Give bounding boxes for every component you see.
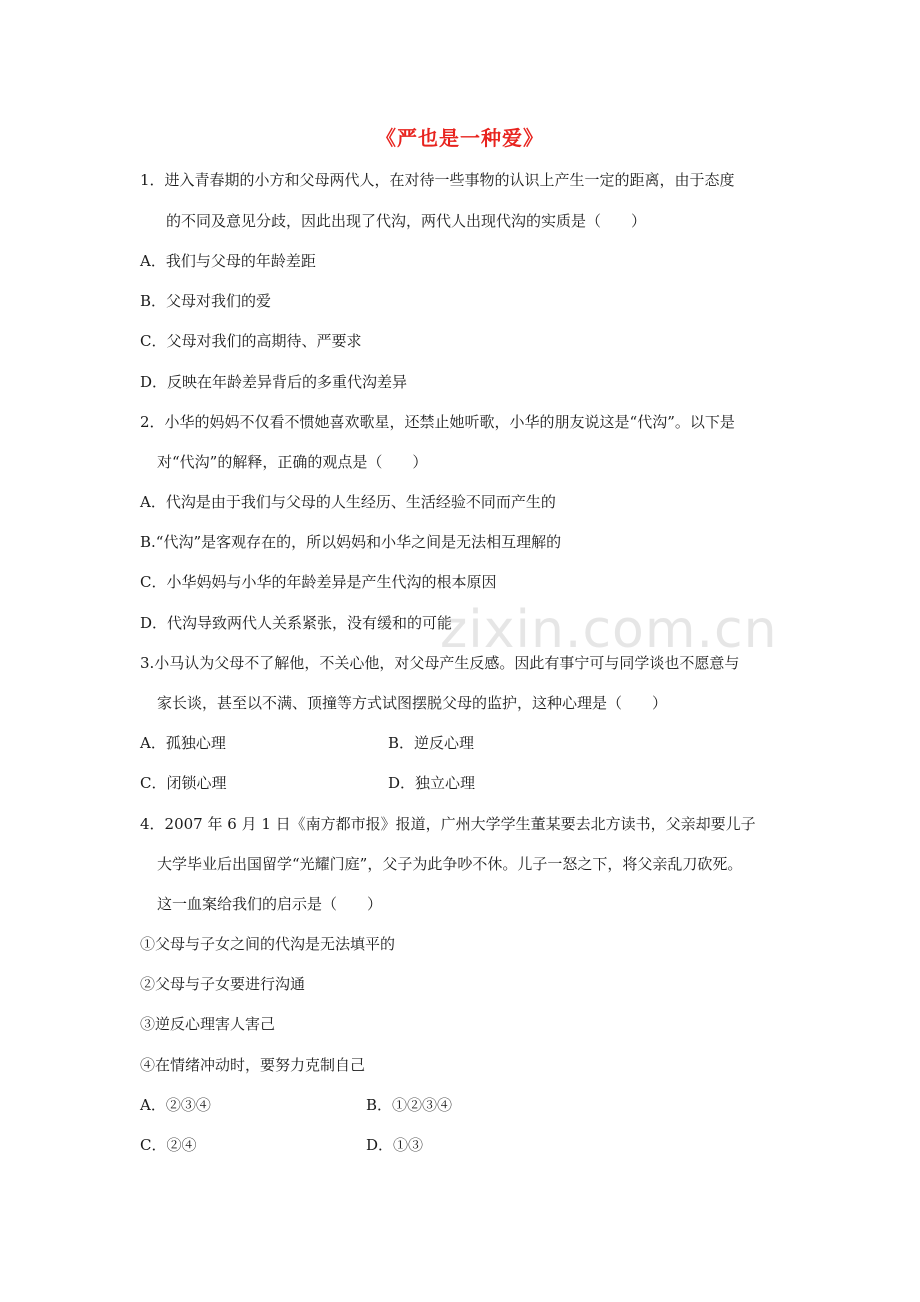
question-4-line-1: 4．2007 年 6 月 1 日《南方都市报》报道，广州大学学生董某要去北方读书，父亲却要儿子 [140, 815, 756, 833]
question-4-statement-2: ②父母与子女要进行沟通 [140, 975, 306, 993]
question-2-option-b: B.“代沟”是客观存在的，所以妈妈和小华之间是无法相互理解的 [140, 533, 562, 551]
question-4-option-a: A．②③④ [140, 1096, 211, 1114]
question-3-option-d: D．独立心理 [388, 774, 476, 792]
question-4-option-c: C．②④ [140, 1136, 197, 1154]
watermark: zixin.com.cn [440, 600, 778, 660]
question-1-line-1: 1．进入青春期的小方和父母两代人，在对待一些事物的认识上产生一定的距离，由于态度 [140, 171, 735, 189]
question-2-option-a: A．代沟是由于我们与父母的人生经历、生活经验不同而产生的 [140, 493, 556, 511]
question-3-option-a: A．孤独心理 [140, 734, 226, 752]
question-4-line-2: 大学毕业后出国留学“光耀门庭”，父子为此争吵不休。儿子一怒之下，将父亲乱刀砍死。 [157, 855, 743, 873]
question-1-option-a: A．我们与父母的年龄差距 [140, 252, 316, 270]
question-4-statement-4: ④在情绪冲动时，要努力克制自己 [140, 1056, 366, 1074]
question-2-option-c: C．小华妈妈与小华的年龄差异是产生代沟的根本原因 [140, 573, 497, 591]
question-4-line-3: 这一血案给我们的启示是（ ） [157, 895, 383, 913]
question-2-line-2: 对“代沟”的解释，正确的观点是（ ） [157, 453, 428, 471]
question-1-option-d: D．反映在年龄差异背后的多重代沟差异 [140, 373, 408, 391]
question-4-statement-3: ③逆反心理害人害己 [140, 1015, 276, 1033]
question-3-line-1: 3.小马认为父母不了解他，不关心他，对父母产生反感。因此有事宁可与同学谈也不愿意与 [140, 654, 740, 672]
question-4-option-b: B．①②③④ [366, 1096, 453, 1114]
question-3-option-c: C．闭锁心理 [140, 774, 227, 792]
question-3-option-b: B．逆反心理 [388, 734, 475, 752]
question-3-line-2: 家长谈，甚至以不满、顶撞等方式试图摆脱父母的监护，这种心理是（ ） [157, 694, 668, 712]
question-2-option-d: D．代沟导致两代人关系紧张，没有缓和的可能 [140, 614, 453, 632]
question-4-option-d: D．①③ [366, 1136, 424, 1154]
question-1-option-b: B．父母对我们的爱 [140, 292, 272, 310]
document-title: 《严也是一种爱》 [376, 126, 544, 150]
question-4-statement-1: ①父母与子女之间的代沟是无法填平的 [140, 935, 396, 953]
question-1-option-c: C．父母对我们的高期待、严要求 [140, 332, 362, 350]
question-2-line-1: 2．小华的妈妈不仅看不惯她喜欢歌星，还禁止她听歌，小华的朋友说这是“代沟”。以下是 [140, 413, 735, 431]
question-1-line-2: 的不同及意见分歧，因此出现了代沟，两代人出现代沟的实质是（ ） [166, 212, 647, 230]
